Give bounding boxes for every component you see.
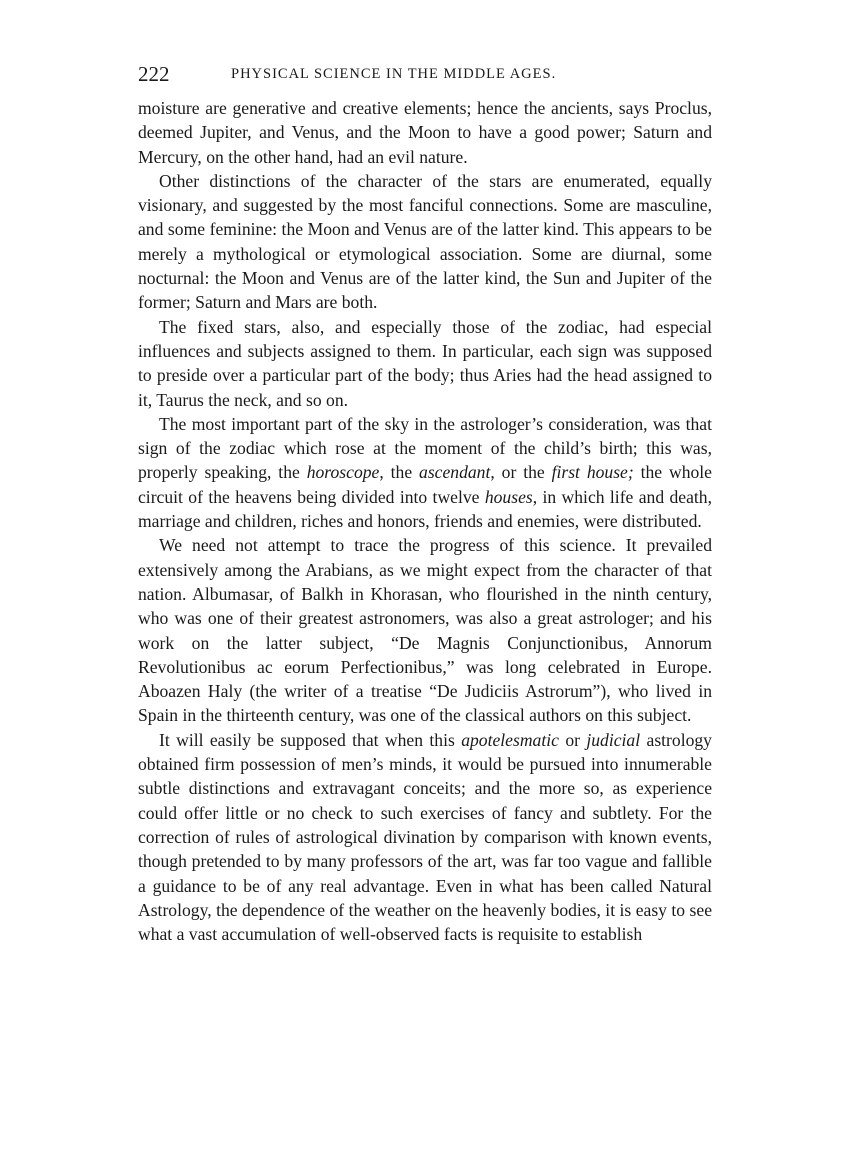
paragraph-fixed-stars: The fixed stars, also, and especially those of the zodiac, had especial influences and subjects assigned to them. In particular, each sign was supposed to preside over a particular part of the body; thus Aries had the head assigned to it, Taurus the neck, and so on. bbox=[138, 316, 712, 410]
running-title: PHYSICAL SCIENCE IN THE MIDDLE AGES. bbox=[231, 66, 557, 82]
paragraph-horoscope bbox=[138, 412, 712, 533]
text-run: The most important part of the sky in the astrologer’s consideration, was that sign of the zodiac which rose at the moment of the child’s birth; this was, properly speaking, the bbox=[138, 413, 712, 483]
paragraph-planet-natures: moisture are generative and creative elements; hence the ancients, says Proclus, deemed Jupiter, and Venus, and the Moon to have a good power; Saturn and Mercury, on the other hand, had an evil nature. bbox=[138, 98, 712, 167]
text-run: or bbox=[558, 729, 587, 750]
text-run: , in which life and death, marriage and children, riches and honors, friends and enemies, were distributed. bbox=[138, 486, 712, 532]
italic-term-ascendant: ascendant bbox=[419, 462, 491, 483]
text-run: , the bbox=[379, 462, 420, 483]
italic-term-houses: houses bbox=[484, 486, 533, 507]
italic-term-horoscope: horoscope bbox=[306, 462, 380, 483]
italic-term-apotelesmatic: apotelesmatic bbox=[461, 729, 559, 750]
page-body bbox=[138, 96, 712, 946]
running-head bbox=[138, 58, 712, 90]
paragraph-judicial-astrology bbox=[138, 728, 712, 947]
text-run: astrology obtained firm possession of men’s minds, it would be pursued into innumerable subtle distinctions and extravagant conceits; and the more so, as experience could offer little or no check to such exercises of fancy and subtlety. For the correction of rules of astrological divination by comparison with known events, though pretended to by many professors of the art, was far too vague and fallible a guidance to be of any real advantage. Even in what has been called Natural Astrology, the dependence of the weather on the heavenly bodies, it is easy to see what a vast accumulation of well-observed facts is requisite to establish bbox=[138, 729, 712, 945]
page-number: 222 bbox=[138, 62, 170, 86]
paragraph-arabian-astrology: We need not attempt to trace the progress of this science. It prevailed extensively among the Arabians, as we might expect from the character of that nation. Albumasar, of Balkh in Khorasan, who flourished in the ninth century, who was one of their greatest astronomers, was also a great astrologer; and his work on the latter subject, “De Magnis Conjunctionibus, Annorum Revolutionibus ac eorum Perfectionibus,” was long celebrated in Europe. Aboazen Haly (the writer of a treatise “De Judiciis Astrorum”), who lived in Spain in the thirteenth century, was one of the classical authors on this subject. bbox=[138, 535, 712, 726]
paragraph-star-distinctions: Other distinctions of the character of the stars are enumerated, equally visionary, and suggested by the most fanciful connections. Some are masculine, and some feminine: the Moon and Venus are of the latter kind. This appears to be merely a mythological or etymological association. Some are diurnal, some nocturnal: the Moon and Venus are of the latter kind, the Sun and Jupiter of the former; Saturn and Mars are both. bbox=[138, 170, 712, 313]
text-run: the whole circuit of the heavens being divided into twelve bbox=[138, 462, 712, 507]
text-run: , or the bbox=[490, 462, 552, 483]
italic-term-first-house: first house; bbox=[551, 462, 634, 483]
book-page bbox=[138, 58, 712, 946]
text-run: It will easily be supposed that when this bbox=[159, 729, 462, 750]
italic-term-judicial: judicial bbox=[586, 729, 641, 750]
